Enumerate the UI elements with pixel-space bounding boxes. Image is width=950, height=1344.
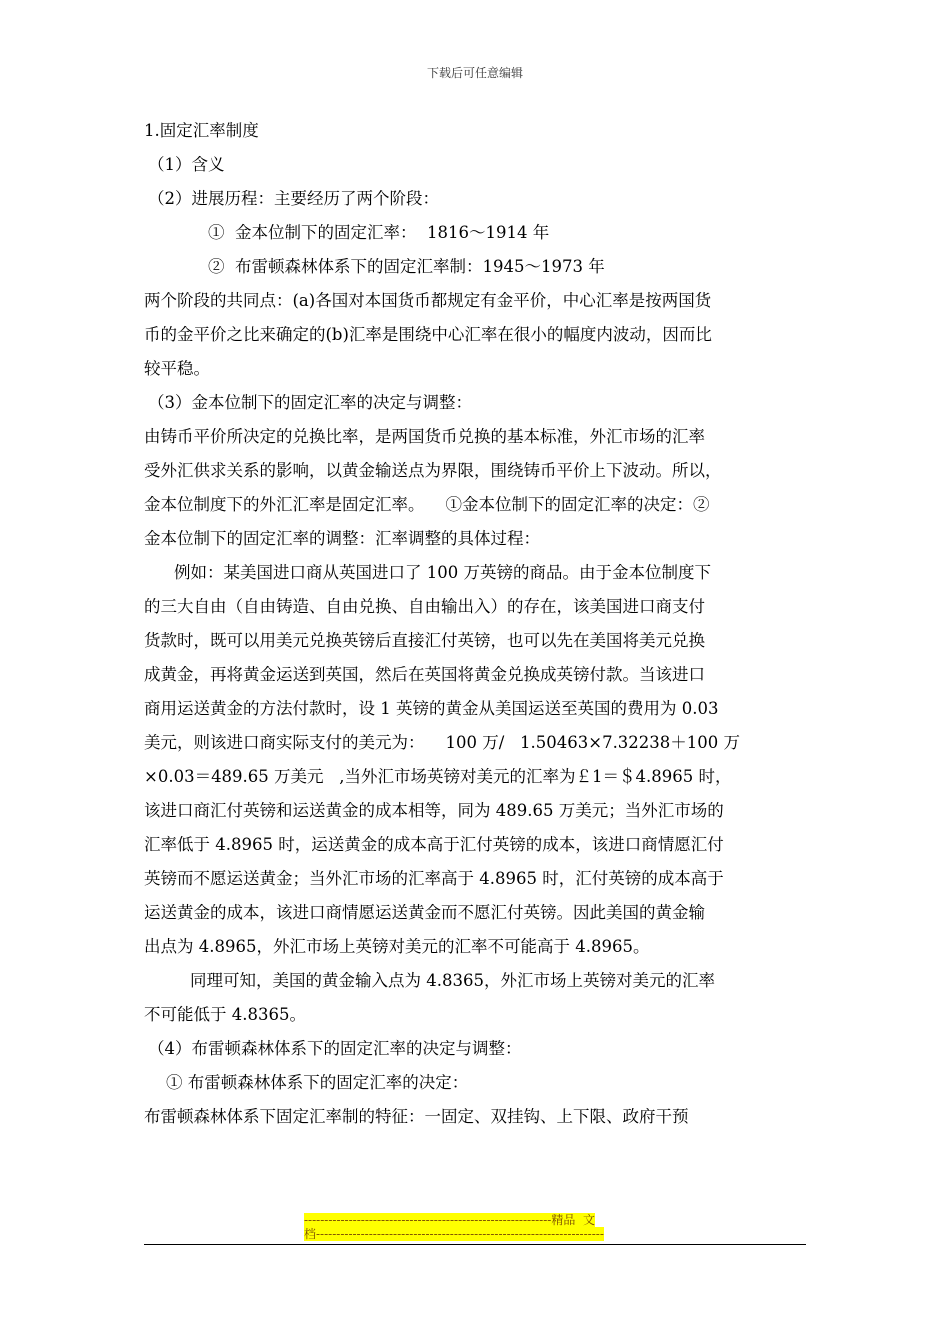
subsection-heading: （2）进展历程：主要经历了两个阶段： <box>148 189 439 208</box>
footer-banner <box>304 1213 650 1241</box>
paragraph-line: ×0.03＝489.65 万美元 ,当外汇市场英镑对美元的汇率为￡1＝＄4.8965 时， <box>144 767 732 786</box>
paragraph-line: 受外汇供求关系的影响，以黄金输送点为界限，围绕铸币平价上下波动。所以， <box>144 461 722 480</box>
paragraph-line: 成黄金，再将黄金运送到英国，然后在英国将黄金兑换成英镑付款。当该进口 <box>144 665 705 684</box>
paragraph-line: 美元，则该进口商实际支付的美元为： 100 万/ 1.50463×7.32238＋100 万 <box>144 733 741 752</box>
paragraph-line: 由铸币平价所决定的兑换比率，是两国货币兑换的基本标准，外汇市场的汇率 <box>144 427 705 446</box>
paragraph-line: 汇率低于 4.8965 时，运送黄金的成本高于汇付英镑的成本，该进口商情愿汇付 <box>144 835 724 854</box>
paragraph-line: 布雷顿森林体系下固定汇率制的特征：一固定、双挂钩、上下限、政府干预 <box>144 1107 689 1126</box>
paragraph-line: 该进口商汇付英镑和运送黄金的成本相等，同为 489.65 万美元；当外汇市场的 <box>144 801 724 820</box>
paragraph-line: 较平稳。 <box>144 359 210 378</box>
paragraph-line: 金本位制下的固定汇率的调整：汇率调整的具体过程： <box>144 529 540 548</box>
paragraph-line: 不可能低于 4.8365。 <box>144 1005 306 1024</box>
paragraph-line: 出点为 4.8965，外汇市场上英镑对美元的汇率不可能高于 4.8965。 <box>144 937 650 956</box>
document-body <box>144 114 812 1134</box>
paragraph-line: 金本位制度下的外汇汇率是固定汇率。 ①金本位制下的固定汇率的决定：② <box>144 495 710 514</box>
paragraph-line: 商用运送黄金的方法付款时，设 1 英镑的黄金从美国运送至英国的费用为 0.03 <box>144 699 719 718</box>
paragraph-line: 同理可知，美国的黄金输入点为 4.8365，外汇市场上英镑对美元的汇率 <box>190 971 715 990</box>
paragraph-line: 货款时，既可以用美元兑换英镑后直接汇付英镑，也可以先在美国将美元兑换 <box>144 631 705 650</box>
list-item: ① 金本位制下的固定汇率： 1816～1914 年 <box>208 223 550 242</box>
page-header: 下载后可任意编辑 <box>426 66 523 80</box>
subsection-heading: （4）布雷顿森林体系下的固定汇率的决定与调整： <box>148 1039 522 1058</box>
list-item: ② 布雷顿森林体系下的固定汇率制：1945～1973 年 <box>208 257 605 276</box>
paragraph-line: 两个阶段的共同点：(a)各国对本国货币都规定有金平价，中心汇率是按两国货 <box>144 291 712 310</box>
paragraph-line: 运送黄金的成本，该进口商情愿运送黄金而不愿汇付英镑。因此美国的黄金输 <box>144 903 705 922</box>
footer-banner-line: 档----------------------------------------------------------------------- <box>304 1227 604 1241</box>
paragraph-line: 的三大自由（自由铸造、自由兑换、自由输出入）的存在，该美国进口商支付 <box>144 597 705 616</box>
section-title: 1.固定汇率制度 <box>144 121 259 140</box>
footer-divider <box>144 1244 806 1245</box>
paragraph-line: 例如：某美国进口商从英国进口了 100 万英镑的商品。由于金本位制度下 <box>174 563 711 582</box>
list-item: ① 布雷顿森林体系下的固定汇率的决定： <box>166 1073 469 1092</box>
subsection-heading: （3）金本位制下的固定汇率的决定与调整： <box>148 393 472 412</box>
paragraph-line: 币的金平价之比来确定的(b)汇率是围绕中心汇率在很小的幅度内波动，因而比 <box>144 325 712 344</box>
paragraph-line: 英镑而不愿运送黄金；当外汇市场的汇率高于 4.8965 时，汇付英镑的成本高于 <box>144 869 724 888</box>
footer-banner-line: -------------------------------------------------------------精品 文 <box>304 1213 595 1227</box>
subsection-heading: （1）含义 <box>148 155 225 174</box>
